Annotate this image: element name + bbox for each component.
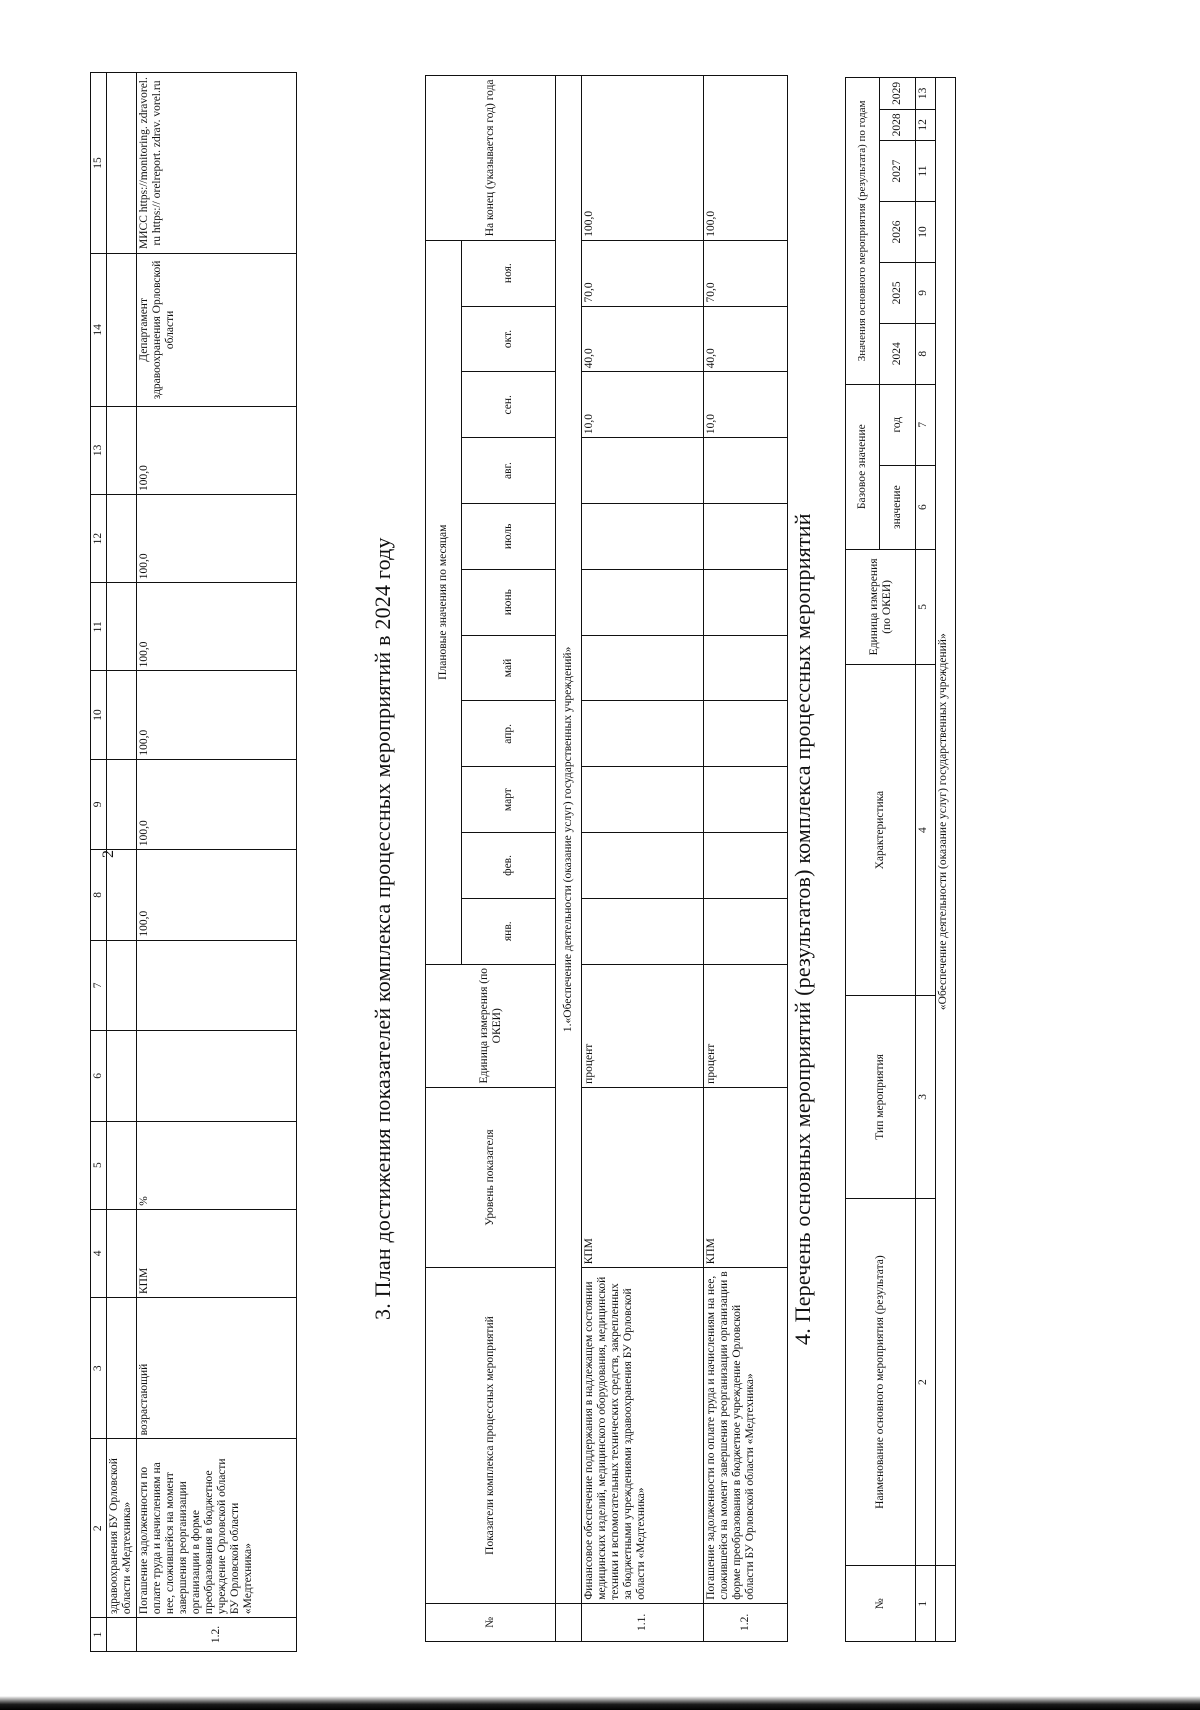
t1-row-c12: 100,0 (137, 494, 297, 582)
indicators-table-continuation (90, 72, 297, 1652)
t3-year: 2029 (880, 78, 916, 110)
t3-h-type: Тип мероприятия (846, 996, 916, 1199)
t1-row-c7 (137, 940, 297, 1030)
t3-index: 6 (916, 465, 936, 549)
t1-row-unit: % (137, 1121, 297, 1209)
t2-month: ноя. (462, 240, 556, 306)
t3-index: 1 (916, 1566, 936, 1642)
t3-h-unit: Единица измерения (по ОКЕИ) (846, 549, 916, 665)
t2-row-oct: 40,0 (582, 306, 704, 372)
t2-h-num: № (426, 1603, 556, 1641)
t3-index: 11 (916, 141, 936, 202)
t3-year: 2028 (880, 109, 916, 141)
t1-h3: 3 (91, 1298, 107, 1439)
t2-row-sep: 10,0 (582, 372, 704, 438)
t2-row-end: 100,0 (582, 76, 704, 241)
t1-row-c9: 100,0 (137, 759, 297, 849)
t2-group-title: 1.«Обеспечение деятельности (оказание услуг) государственных учреждений» (556, 76, 582, 1604)
t2-row-num: 1.1. (582, 1603, 704, 1641)
t2-h-end: На конец (указывается год) года (426, 76, 556, 241)
t1-row-level: КПМ (137, 1209, 297, 1297)
scan-edge (0, 1696, 1200, 1710)
t1-row-c6 (137, 1031, 297, 1121)
page-number: 2 (100, 850, 117, 858)
table1-row (137, 73, 297, 1652)
t2-h-unit: Единица измерения (по ОКЕИ) (426, 964, 556, 1087)
t3-index: 5 (916, 549, 936, 665)
t1-h2: 2 (91, 1439, 107, 1618)
t2-row-oct: 40,0 (704, 306, 788, 372)
t1-row-name: Погашение задолженности по оплате труда и начислениям на нее, сложившейся на момент завершения реорганизации организации в форме преобразования в бюджетное учреждение Орловской области БУ Орловской области «Медтехника» (137, 1439, 297, 1618)
t1-continuation-text: здравоохранения БУ Орловской области «Медтехника» (107, 1439, 137, 1618)
t1-h1: 1 (91, 1618, 107, 1652)
t1-h9: 9 (91, 759, 107, 849)
t2-month: авг. (462, 438, 556, 504)
t3-index: 12 (916, 109, 936, 141)
t1-h12: 12 (91, 494, 107, 582)
section3-title: 3. План достижения показателей комплекса процессных мероприятий в 2024 году (370, 537, 395, 1320)
t1-h8: 8 (91, 850, 107, 940)
t3-year: 2026 (880, 202, 916, 263)
table1-continuation-row (107, 73, 137, 1652)
t1-h7: 7 (91, 940, 107, 1030)
t3-index: 9 (916, 262, 936, 323)
t2-row-name: Погашение задолженности по оплате труда и начислениям на нее, сложившейся на момент завершения реорганизации организации в форме преобразования в бюджетное учреждение Орловской области БУ Орловской области «Медтехника» (704, 1268, 788, 1603)
t2-h-name: Показатели комплекса процессных мероприятий (426, 1268, 556, 1603)
t2-h-plan: Плановые значения по месяцам (426, 240, 462, 964)
t1-h11: 11 (91, 583, 107, 671)
t3-h-char: Характеристика (846, 665, 916, 996)
t1-row-responsible: Департамент здравоохранения Орловской области (137, 254, 297, 407)
t3-index: 2 (916, 1198, 936, 1566)
t1-row-c8: 100,0 (137, 850, 297, 940)
t3-index: 4 (916, 665, 936, 996)
t3-h-base-value: значение (880, 465, 916, 549)
t2-month: май (462, 635, 556, 701)
t2-month: янв. (462, 898, 556, 964)
t3-year: 2027 (880, 141, 916, 202)
t1-h15: 15 (91, 73, 107, 254)
t2-row (582, 76, 704, 1642)
t3-group-title: «Обеспечение деятельности (оказание услуг) государственных учреждений» (936, 78, 956, 1566)
t1-h10: 10 (91, 671, 107, 759)
t2-month: фев. (462, 833, 556, 899)
t2-month: июль (462, 503, 556, 569)
t3-h-base-year: год (880, 384, 916, 465)
t1-row-c10: 100,0 (137, 671, 297, 759)
t1-row-num: 1.2. (137, 1618, 297, 1652)
t2-row-end: 100,0 (704, 76, 788, 241)
t3-index: 3 (916, 996, 936, 1199)
t2-row-num: 1.2. (704, 1603, 788, 1641)
section4-title: 4. Перечень основных мероприятий (результатов) комплекса процессных мероприятий (790, 513, 815, 1345)
t3-index: 7 (916, 384, 936, 465)
t2-month: июнь (462, 569, 556, 635)
t2-month: окт. (462, 306, 556, 372)
monthly-plan-table (425, 75, 788, 1642)
t1-h4: 4 (91, 1209, 107, 1297)
t2-row-nov: 70,0 (582, 240, 704, 306)
t3-h-name: Наименование основного мероприятия (результата) (846, 1198, 916, 1566)
t2-row-level: КПМ (582, 1087, 704, 1267)
t3-year: 2024 (880, 323, 916, 384)
t1-row-c13: 100,0 (137, 406, 297, 494)
t2-row-nov: 70,0 (704, 240, 788, 306)
t2-row (704, 76, 788, 1642)
t1-h5: 5 (91, 1121, 107, 1209)
t2-row-unit: процент (704, 964, 788, 1087)
t2-h-level: Уровень показателя (426, 1087, 556, 1267)
t3-index-row (916, 78, 936, 1642)
t3-index: 8 (916, 323, 936, 384)
t3-index: 10 (916, 202, 936, 263)
t3-year: 2025 (880, 262, 916, 323)
t1-h13: 13 (91, 406, 107, 494)
t2-row-sep: 10,0 (704, 372, 788, 438)
t1-h14: 14 (91, 254, 107, 407)
t3-h-num: № (846, 1566, 916, 1642)
t2-month: сен. (462, 372, 556, 438)
t2-month: март (462, 767, 556, 833)
t3-index: 13 (916, 78, 936, 110)
t1-row-c11: 100,0 (137, 583, 297, 671)
t2-row-level: КПМ (704, 1087, 788, 1267)
t2-row-unit: процент (582, 964, 704, 1087)
t2-month: апр. (462, 701, 556, 767)
t3-h-values: Значения основного мероприятия (результата) по годам (846, 78, 880, 385)
table1-header-row (91, 73, 107, 1652)
t1-row-source: МИСС https://monitoring. zdravorel. ru https:// orelreport. zdrav. vorel.ru (137, 73, 297, 254)
t1-h6: 6 (91, 1031, 107, 1121)
t2-row-name: Финансовое обеспечение поддержания в надлежащем состоянии медицинских изделий, медицинского оборудования, медицинской техники и вспомогательных технических средств, закрепленных за бюджетными учреждениями здравоохранения БУ Орловской области «Медтехника» (582, 1268, 704, 1603)
t1-row-direction: возрастающий (137, 1298, 297, 1439)
t3-h-base: Базовое значение (846, 384, 880, 549)
main-activities-table (845, 77, 956, 1642)
